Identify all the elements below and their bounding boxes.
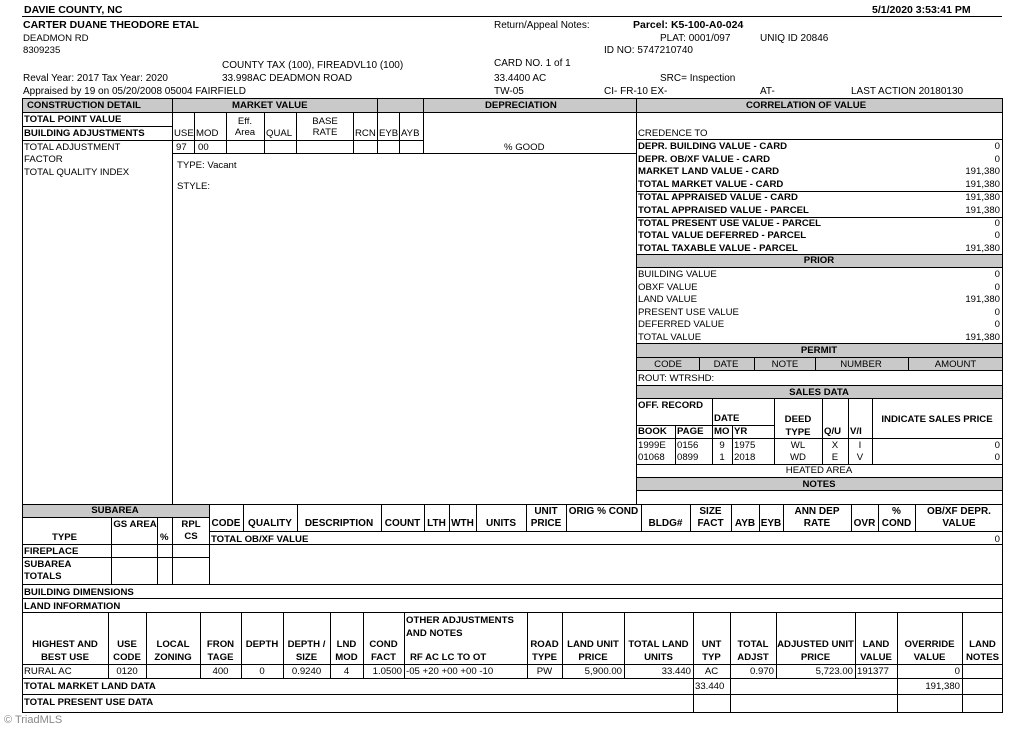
col-rule [897, 678, 898, 713]
building-adjustments-label: BUILDING ADJUSTMENTS [24, 128, 145, 139]
land-col-header: TOTAL ADJST [737, 639, 769, 663]
sale-page: 0156 [677, 440, 699, 451]
col-rule [636, 98, 637, 504]
permit-col-code: CODE [654, 359, 682, 370]
vi-label: V/I [850, 426, 862, 437]
land-col-header: TOTAL LAND UNITS [628, 639, 689, 663]
land-col-header: ROAD TYPE [530, 639, 559, 663]
correlation-row-label: TOTAL TAXABLE VALUE - PARCEL [638, 243, 798, 254]
mo-label: MO [714, 426, 730, 437]
land-col-header: LAND UNIT PRICE [567, 639, 619, 663]
total-adjustment-label: TOTAL ADJUSTMENT [24, 142, 121, 153]
col-rule [157, 517, 158, 584]
permit-col-amount: AMOUNT [934, 359, 977, 370]
col-rule [264, 112, 265, 153]
rule [172, 140, 423, 141]
sale-price: 0 [994, 452, 1000, 463]
obxf-col-header: ORIG % COND [568, 506, 639, 517]
land-col-header: COND FACT [369, 639, 398, 663]
county-title: DAVIE COUNTY, NC [24, 4, 123, 16]
land-col-header: USE CODE [113, 639, 141, 663]
at-info: AT- [760, 86, 775, 97]
correlation-row-label: TOTAL PRESENT USE VALUE - PARCEL [638, 218, 822, 229]
prior-row-label: OBXF VALUE [638, 281, 698, 293]
obxf-col-header: DESCRIPTION [304, 518, 374, 529]
permit-col-note: NOTE [771, 359, 799, 370]
obxf-col-header: AYB [734, 518, 756, 529]
correlation-row-label: TOTAL VALUE DEFERRED - PARCEL [638, 230, 807, 241]
land-row-dsize: 0.9240 [291, 666, 322, 677]
land-row-override: 0 [954, 666, 960, 677]
col-rule [377, 112, 378, 153]
prior-row-value: 191,380 [965, 294, 1000, 305]
subarea-title: SUBAREA [91, 505, 139, 516]
sale-book: 01068 [638, 452, 665, 463]
rule [636, 370, 1002, 371]
obxf-col-header: SIZE FACT [697, 506, 724, 529]
prior-title: PRIOR [803, 255, 835, 266]
source-info: SRC= Inspection [660, 73, 736, 84]
obxf-col-header: QUALITY [248, 518, 292, 529]
subarea-totals-label: SUBAREA TOTALS [24, 559, 72, 582]
prior-row-label: DEFERRED VALUE [638, 319, 725, 330]
sale-vi: I [858, 440, 862, 451]
rule [22, 557, 209, 558]
correlation-row-value: 191,380 [965, 166, 1000, 177]
prior-row-value: 191,380 [965, 331, 1000, 343]
correlation-row-value: 0 [994, 218, 1000, 229]
owner-id: 8309235 [23, 45, 61, 56]
col-qual: QUAL [266, 128, 293, 139]
correlation-row-label: TOTAL APPRAISED VALUE - PARCEL [638, 205, 809, 216]
sale-year: 2018 [734, 452, 756, 463]
correlation-row-value: 191,380 [965, 192, 1000, 203]
sale-vi: V [856, 452, 864, 463]
land-col-header: LOCAL ZONING [154, 639, 192, 663]
owner-name: CARTER DUANE THEODORE ETAL [23, 19, 199, 31]
card-number: CARD NO. 1 of 1 [494, 58, 571, 69]
building-dimensions-label: BUILDING DIMENSIONS [24, 587, 134, 598]
total-present-use-label: TOTAL PRESENT USE DATA [24, 697, 154, 708]
prior-row-label: PRESENT USE VALUE [638, 306, 739, 318]
last-action: LAST ACTION 20180130 [851, 86, 964, 97]
market-value-title: MARKET VALUE [232, 100, 308, 111]
deed-description: 33.998AC DEADMON ROAD [222, 73, 353, 84]
col-rule [730, 678, 731, 713]
rule [636, 490, 1002, 491]
col-eff-area: Eff. Area [234, 116, 256, 138]
rule [22, 678, 1003, 679]
land-row-mod: 4 [343, 666, 350, 677]
rule [636, 357, 1002, 358]
credence-label: CREDENCE TO [638, 128, 708, 139]
col-rule [172, 517, 173, 584]
land-information-label: LAND INFORMATION [24, 601, 121, 612]
obxf-col-header: OB/XF DEPR. VALUE [927, 506, 991, 529]
total-point-value-label: TOTAL POINT VALUE [24, 114, 122, 125]
col-rule [693, 678, 694, 713]
prior-row-label: BUILDING VALUE [638, 269, 717, 280]
deed-type-label: DEED TYPE [784, 414, 812, 438]
land-row-cond: 1.0500 [372, 666, 402, 677]
rule [209, 531, 1003, 532]
correlation-row-value: 191,380 [965, 243, 1000, 254]
land-row-hbu: RURAL AC [24, 666, 72, 677]
rule [22, 544, 209, 545]
permit-col-date: DATE [713, 359, 739, 370]
prior-row-label: LAND VALUE [638, 294, 698, 305]
percent-good-label: % GOOD [504, 142, 545, 153]
obxf-col-header: EYB [760, 518, 782, 529]
land-row-depth: 0 [259, 666, 265, 677]
rule [22, 584, 1003, 585]
col-rule [194, 112, 195, 153]
col-rule [399, 112, 400, 153]
correlation-row-value: 191,380 [965, 205, 1000, 216]
sale-page: 0899 [677, 452, 699, 463]
mod-value: 00 [198, 142, 209, 153]
page-label: PAGE [677, 426, 704, 437]
obxf-col-header: BLDG# [648, 518, 683, 529]
appraised-info: Appraised by 19 on 05/20/2008 05004 FAIRFIELD [23, 86, 246, 97]
construction-detail-title: CONSTRUCTION DETAIL [27, 100, 141, 111]
col-rule [732, 425, 733, 464]
obxf-col-header: LTH [427, 518, 446, 529]
subarea-col-rpl-cs: RPL CS [181, 519, 201, 542]
depreciation-title: DEPRECIATION [485, 100, 557, 111]
total-land-units: 33.440 [695, 681, 725, 692]
heated-area-label: HEATED AREA [785, 465, 853, 476]
indicate-sales-price-label: INDICATE SALES PRICE [881, 414, 993, 425]
rule [636, 438, 1002, 439]
sale-month: 1 [719, 452, 725, 463]
rule [22, 664, 1003, 665]
land-col-header: RF AC LC TO OT [410, 652, 487, 663]
total-market-land-label: TOTAL MARKET LAND DATA [24, 681, 156, 692]
sale-price: 0 [994, 440, 1000, 451]
id-number: ID NO: 5747210740 [604, 45, 693, 56]
col-rule [111, 517, 112, 584]
land-col-header: OVERRIDE VALUE [904, 639, 955, 663]
land-row-front: 400 [212, 666, 229, 677]
sale-qu: E [831, 452, 839, 463]
total-quality-index-label: TOTAL QUALITY INDEX [24, 167, 130, 178]
yr-label: YR [734, 426, 748, 437]
land-col-header: LAND NOTES [965, 639, 1000, 663]
land-row-tadj: 0.970 [749, 666, 774, 677]
land-col-header: FRON TAGE [206, 639, 235, 663]
correlation-row-label: DEPR. BUILDING VALUE - CARD [638, 141, 788, 152]
land-row-road: PW [536, 666, 553, 677]
land-row-code: 0120 [116, 666, 138, 677]
rule [22, 126, 172, 127]
col-base-rate: BASE RATE [312, 116, 338, 138]
land-row-value: 191377 [857, 666, 890, 677]
use-value: 97 [176, 142, 187, 153]
col-ayb: AYB [401, 128, 420, 139]
land-row-uprice: 5,900.00 [584, 666, 622, 677]
tax-info: COUNTY TAX (100), FIREADVL10 (100) [222, 60, 404, 71]
correlation-row-value: 0 [994, 141, 1000, 152]
rule [22, 694, 1003, 695]
col-rule [423, 98, 424, 154]
sale-deed-type: WD [790, 452, 806, 463]
return-appeal-notes: Return/Appeal Notes: [494, 20, 590, 31]
book-label: BOOK [638, 426, 667, 437]
correlation-row-value: 191,380 [965, 179, 1000, 190]
prior-row-value: 0 [994, 281, 1000, 293]
col-eyb: EYB [379, 128, 399, 139]
total-obxf-label: TOTAL OB/XF VALUE [211, 534, 309, 545]
rule [209, 544, 1003, 545]
rule [22, 140, 172, 141]
land-col-header: HIGHEST AND BEST USE [32, 639, 98, 663]
notes-title: NOTES [802, 479, 836, 490]
correlation-row-value: 0 [994, 154, 1000, 165]
sales-date-label: DATE [714, 413, 740, 424]
reval-info: Reval Year: 2017 Tax Year: 2020 [23, 73, 168, 84]
col-rule [377, 98, 378, 112]
obxf-col-header: % COND [881, 506, 912, 529]
col-rule [172, 98, 173, 504]
rule [172, 153, 636, 154]
parcel-number: Parcel: K5-100-A0-024 [633, 19, 744, 31]
land-col-header: LAND VALUE [860, 639, 892, 663]
land-row-typ: AC [704, 666, 719, 677]
triadmls-watermark: © TriadMLS [4, 714, 63, 726]
correlation-row-label: DEPR. OB/XF VALUE - CARD [638, 154, 771, 165]
total-land-value: 191,380 [925, 681, 960, 692]
subarea-col-percent: % [160, 532, 169, 543]
land-row-adjprice: 5,723.00 [815, 666, 853, 677]
ci-info: CI- FR-10 EX- [604, 86, 668, 97]
col-rule [872, 398, 873, 464]
acreage: 33.4400 AC [494, 73, 547, 84]
correlation-title: CORRELATION OF VALUE [746, 100, 867, 111]
rule [636, 267, 1002, 268]
col-rule [404, 612, 405, 678]
obxf-col-header: UNITS [486, 518, 516, 529]
col-use: USE [174, 128, 194, 139]
permit-title: PERMIT [800, 345, 838, 356]
obxf-col-header: OVR [853, 518, 876, 529]
land-col-header: ADJUSTED UNIT PRICE [777, 639, 854, 663]
factor-label: FACTOR [24, 154, 63, 165]
prior-row-value: 0 [994, 269, 1000, 280]
obxf-col-header: CODE [211, 518, 241, 529]
correlation-row-label: TOTAL MARKET VALUE - CARD [638, 179, 784, 190]
correlation-row-label: TOTAL APPRAISED VALUE - CARD [638, 192, 798, 203]
land-col-header: DEPTH [245, 639, 279, 650]
obxf-col-header: COUNT [384, 518, 421, 529]
style-value: STYLE: [177, 181, 211, 192]
land-col-header: LND MOD [335, 639, 358, 663]
sale-deed-type: WL [790, 440, 806, 451]
correlation-row-value: 0 [994, 230, 1000, 241]
sale-year: 1975 [734, 440, 756, 451]
rout-label: ROUT: WTRSHD: [638, 373, 715, 384]
qu-label: Q/U [824, 426, 842, 437]
total-obxf-value: 0 [994, 534, 1000, 545]
rule [22, 517, 209, 518]
off-record-label: OFF. RECORD [638, 400, 704, 411]
sale-book: 1999E [638, 440, 666, 451]
land-col-header: UNT TYP [701, 639, 722, 663]
rule [636, 139, 1002, 140]
sales-title: SALES DATA [789, 387, 849, 398]
rule [22, 112, 1003, 113]
township: TW-05 [494, 86, 524, 97]
plat-info: PLAT: 0001/097 [660, 33, 731, 44]
obxf-col-header: WTH [451, 518, 474, 529]
col-rule [353, 112, 354, 153]
obxf-col-header: ANN DEP RATE [794, 506, 840, 529]
col-rcn: RCN [355, 128, 376, 139]
col-rule [962, 678, 963, 713]
col-rule [226, 112, 227, 153]
sale-qu: X [831, 440, 839, 451]
col-rule [675, 425, 676, 464]
land-col-header: OTHER ADJUSTMENTS AND NOTES [406, 615, 514, 639]
land-col-header: DEPTH / SIZE [287, 639, 326, 663]
rule [636, 398, 1002, 399]
prior-row-value: 0 [994, 306, 1000, 318]
land-row-adj: -05 +20 +00 +00 -10 [406, 666, 494, 677]
sale-month: 9 [719, 440, 725, 451]
uniq-id: UNIQ ID 20846 [760, 33, 829, 44]
col-rule [296, 112, 297, 153]
type-value: TYPE: Vacant [177, 160, 237, 171]
subarea-col-gs-area: GS AREA [113, 519, 157, 530]
rule [22, 598, 1003, 599]
owner-address: DEADMON RD [23, 33, 89, 44]
prior-row-value: 0 [994, 319, 1000, 330]
fireplace-label: FIREPLACE [24, 546, 79, 557]
header-rule [22, 16, 1002, 17]
correlation-row-label: MARKET LAND VALUE - CARD [638, 166, 780, 177]
land-row-units: 33.440 [661, 666, 691, 677]
obxf-col-header: UNIT PRICE [530, 506, 562, 529]
print-datetime: 5/1/2020 3:53:41 PM [872, 4, 971, 16]
col-mod: MOD [196, 128, 219, 139]
subarea-col-type: TYPE [52, 532, 78, 543]
prior-row-label: TOTAL VALUE [638, 331, 702, 343]
permit-col-number: NUMBER [840, 359, 882, 370]
